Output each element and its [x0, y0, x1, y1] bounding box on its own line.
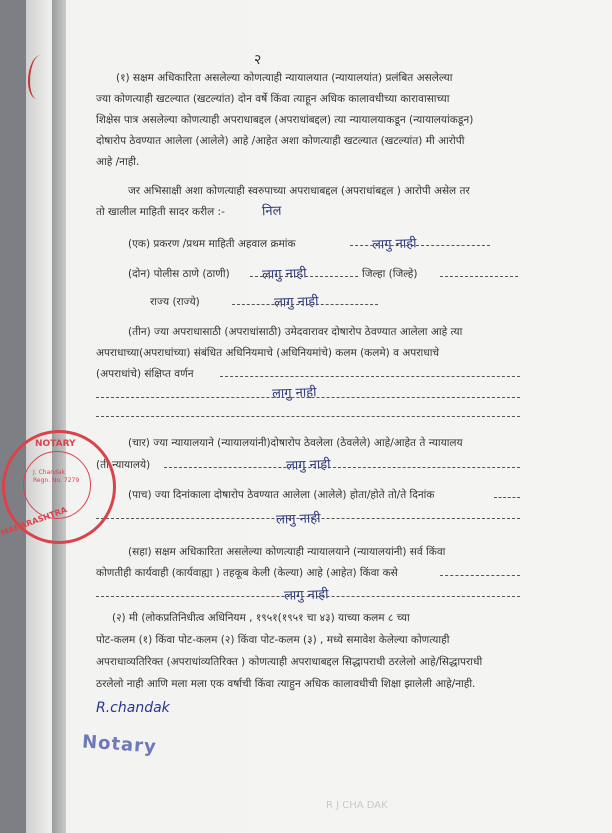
item-ek-line: [350, 245, 490, 246]
para1-line1: (१) सक्षम अधिकारिता असलेल्या कोणत्याही न्यायालयात (न्यायालयांत) प्रलंबित असलेल्या: [116, 72, 453, 84]
para2-line1: जर अभिसाक्षी अशा कोणत्याही स्वरुपाच्या अपराधाबद्दल (अपराधांबद्दल ) आरोपी असेल तर: [128, 185, 470, 197]
item-teen-line1: (तीन) ज्या अपराधासाठी (अपराधांसाठी) उमेदवारावर दोषारोप ठेवण्यात आलेला आहे त्या: [128, 326, 463, 338]
notary-label-stamp: Notary: [81, 731, 158, 758]
item-pach-label: (पाच) ज्या दिनांकाला दोषारोप ठेवण्यात आलेला (आलेले) होता/होते तो/ते दिनांक: [128, 489, 435, 501]
para1-line4: दोषारोप ठेवण्यात आलेला (आलेले) आहे /आहेत अशा कोणत्याही खटल्यात (खटल्यांत) मी आरोपी: [96, 135, 465, 147]
item-char-answer: लागु नाही: [285, 457, 331, 474]
item-saha-line-a: [440, 575, 520, 576]
item-rajya-label: राज्य (राज्ये): [150, 296, 200, 308]
stamp-bottom-text: MAHARASHTRA: [0, 505, 69, 538]
item-teen-line-a: [220, 376, 520, 377]
item-saha-answer: लागु नाही: [283, 587, 329, 604]
para3-line3: अपराधाव्यतिरिक्त (अपराधांव्यतिरिक्त ) कोणत्याही अपराधाबद्दल सिद्धापराधी ठरलेलो आहे/सिद्धापराधी: [96, 656, 483, 668]
stamp-name: J. Chandak: [33, 469, 66, 476]
page-binding: [52, 0, 66, 833]
para3-line4: ठरलेलो नाही आणि मला मला एक वर्षाची किंवा त्याहुन अधिक कालावधीची शिक्षा झालेली आहे/नाही.: [96, 678, 476, 690]
item-rajya-answer: लागु नाही: [273, 294, 319, 311]
red-margin-mark: [28, 55, 50, 99]
para3-line2: पोट-कलम (१) किंवा पोट-कलम (२) किंवा पोट-कलम (३) , मध्ये समावेश केलेल्या कोणत्याही: [96, 634, 450, 646]
para1-line2: ज्या कोणत्याही खटल्यात (खटल्यांत) दोन वर्षे किंवा त्याहून अधिक कालावधीच्या कारावासाच्या: [96, 93, 450, 105]
item-ek-label: (एक) प्रकरण /प्रथम माहिती अहवाल क्रमांक: [128, 238, 296, 250]
bleed-through-text: R J CHA DAK: [326, 800, 388, 811]
item-teen-answer: लागु नाही: [271, 385, 317, 402]
item-pach-answer: लागु नाही: [275, 511, 321, 528]
item-pach-line-a: [494, 497, 520, 498]
item-don-label: (दोन) पोलीस ठाणे (ठाणी): [128, 268, 230, 280]
item-don-district-label: जिल्हा (जिल्हे): [362, 268, 418, 280]
item-saha-line2: कोणतीही कार्यवाही (कार्यवाह्या ) तहकूब केली (केल्या) आहे (आहेत) किंवा कसे: [96, 567, 398, 579]
para3-line1: (२) मी (लोकप्रतिनिधीत्व अधिनियम , १९५१(१९५१ चा ४३) याच्या कलम ८ च्या: [112, 612, 410, 624]
item-don-district-line: [440, 276, 518, 277]
page-number: २: [254, 52, 262, 68]
item-char-line: [164, 467, 520, 468]
stamp-reg: Regn. No. 7279: [33, 477, 80, 484]
handwritten-nil: निल: [261, 203, 282, 220]
item-don-answer: लागु नाही: [261, 266, 307, 283]
para2-line2: तो खालील माहिती सादर करील :-: [96, 206, 225, 218]
para1-line3: शिक्षेस पात्र असलेल्या कोणत्याही अपराधाबद्दल (अपराधांबद्दल) त्या न्यायालयाकडून (न्यायालयांकडून): [96, 114, 474, 126]
item-ek-answer: लागु नाही: [371, 236, 417, 253]
item-teen-line-c: [96, 416, 520, 417]
stamp-top-text: NOTARY: [35, 439, 76, 449]
item-saha-line1: (सहा) सक्षम अधिकारिता असलेल्या कोणत्याही न्यायालयाने (न्यायालयांनी) सर्व किंवा: [128, 546, 446, 558]
item-teen-line2: अपराधाच्या(अपराधांच्या) संबंधित अधिनियमाचे (अधिनियमांचे) कलम (कलमे) व अपराधाचे: [96, 347, 440, 359]
item-char-line2: (ती न्यायालये): [96, 459, 151, 471]
stamp-center-text: [33, 469, 79, 485]
item-teen-line3: (अपराधांचे) संक्षिप्त वर्णन: [96, 368, 194, 380]
notary-stamp: [2, 430, 116, 544]
para1-line5: आहे /नाही.: [96, 156, 140, 168]
notary-signature: R.chandak: [96, 700, 170, 716]
item-char-line1: (चार) ज्या न्यायालयाने (न्यायालयांनी)दोषारोप ठेवलेला (ठेवलेले) आहे/आहेत ते न्यायालय: [128, 437, 463, 449]
